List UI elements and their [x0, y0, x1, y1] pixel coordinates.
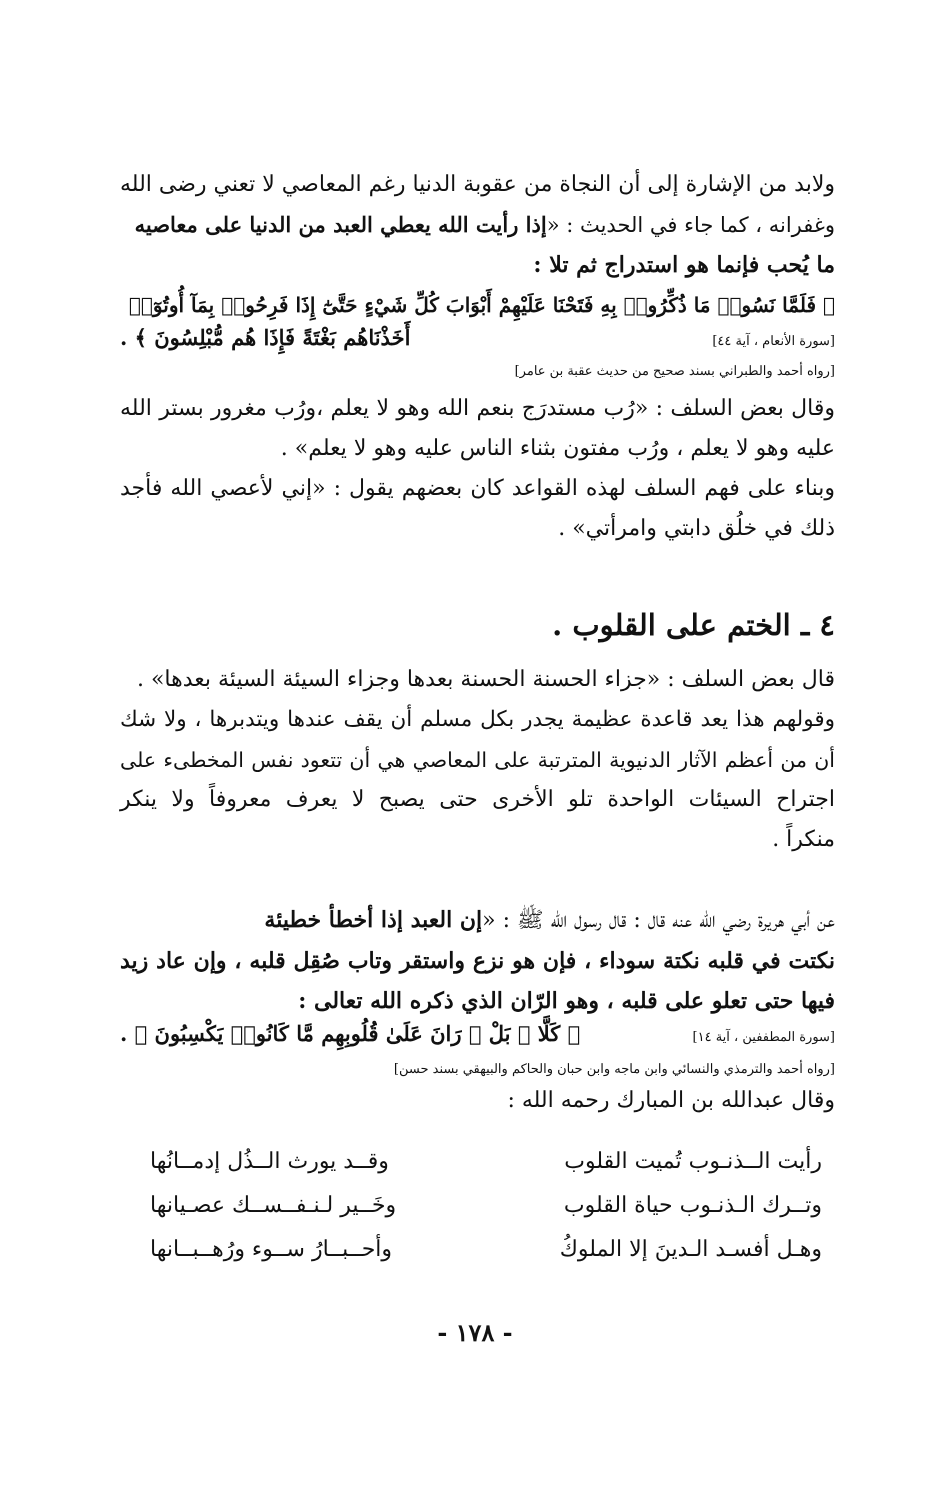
- text-line: ذلك في خلُق دابتي وامرأتي» .: [558, 516, 835, 541]
- text-line: أن من أعظم الآثار الدنيوية المترتبة على المعاصي هي أن تتعود نفس المخطىء على: [120, 748, 835, 772]
- text-line: [120, 205, 835, 245]
- quran-verse: ﴿ كَلَّا ۖ بَلْ ۜ رَانَ عَلَىٰ قُلُوبِهِم مَّا كَانُوا۟ يَكْسِبُونَ ﴾ .: [120, 1021, 581, 1046]
- poem-hemistich-left: وأحــبــارُ ســوء ورُهــبــانها: [150, 1237, 393, 1262]
- poem-hemistich-left: وقــد يورث الــذُل إدمــانُها: [150, 1149, 389, 1174]
- verse-reference: [سورة الأنعام ، آية ٤٤]: [712, 334, 835, 349]
- poem-hemistich-right: وتــرك الـذنـوب حياة القلوب: [563, 1193, 822, 1218]
- verse-row: [120, 325, 835, 361]
- text-line: قال بعض السلف : «جزاء الحسنة الحسنة بعدها وجزاء السيئة السيئة بعدها» .: [136, 667, 835, 692]
- quran-verse: أَخَذْنَاهُم بَغْتَةً فَإِذَا هُم مُّبْلِسُونَ ﴾ .: [120, 325, 411, 350]
- poem-verse: [150, 1140, 822, 1184]
- hadith-text: ما يُحب فإنما هو استدراج ثم تلا :: [533, 252, 835, 278]
- text-line: وقولهم هذا يعد قاعدة عظيمة يجدر بكل مسلم أن يقف عندها ويتدبرها ، ولا شك: [120, 707, 835, 732]
- text-line: [120, 900, 835, 941]
- poem: [150, 1140, 822, 1272]
- text-line: وبناء على فهم السلف لهذه القواعد كان بعضهم يقول : «إني لأعصي الله فأجد: [120, 476, 835, 501]
- poem-hemistich-right: رأيت الــذنـوب تُميت القلوب: [564, 1149, 822, 1174]
- section4-paragraph: [120, 660, 835, 860]
- text-line: وقال عبدالله بن المبارك رحمه الله :: [507, 1088, 835, 1113]
- poem-verse: [150, 1184, 822, 1228]
- poem-verse: [150, 1228, 822, 1272]
- text-normal: وغفرانه ، كما جاء في الحديث : «: [546, 213, 835, 237]
- hadith-text: إن العبد إذا أخطأ خطيئة: [264, 907, 483, 933]
- quran-verse: ﴿ فَلَمَّا نَسُوا۟ مَا ذُكِّرُوا۟ بِهِ فَتَحْنَا عَلَيْهِمْ أَبْوَابَ كُلِّ شَيْءٍ حَتَّىٰٓ إِذَا فَرِحُوا۟ بِمَآ أُوتُوٓا۟: [128, 293, 835, 317]
- poem-hemistich-left: وخَــير لـنـفــســك عصـيانها: [150, 1193, 397, 1218]
- verse-row: [120, 1021, 835, 1059]
- text-line: وقال بعض السلف : «رُب مستدرَج بنعم الله وهو لا يعلم ،ورُب مغرور بستر الله: [120, 396, 835, 421]
- hadith-text: نكتت في قلبه نكتة سوداء ، فإن هو نزع واستقر وتاب صُقِل قلبه ، وإن عاد زيد: [120, 948, 835, 974]
- verse-reference: [سورة المطففين ، آية ١٤]: [692, 1030, 835, 1045]
- text-line: ولابد من الإشارة إلى أن النجاة من عقوبة الدنيا رغم المعاصي لا تعني رضى الله: [120, 172, 835, 197]
- text-normal: عن أبي هريرة رضي الله عنه قال : قال رسول الله ﷺ : «: [482, 908, 835, 933]
- section-heading: ٤ ـ الختم على القلوب .: [552, 608, 835, 642]
- hadith-source: [رواه أحمد والطبراني بسند صحيح من حديث عقبة بن عامر]: [514, 364, 835, 379]
- text-line: عليه وهو لا يعلم ، ورُب مفتون بثناء الناس عليه وهو لا يعلم» .: [280, 436, 835, 461]
- hadith-source: [رواه أحمد والترمذي والنسائي وابن ماجه وابن حبان والحاكم والبيهقي بسند حسن]: [393, 1062, 835, 1077]
- intro-paragraph: [120, 165, 835, 549]
- hadith-text: إذا رأيت الله يعطي العبد من الدنيا على معاصيه: [134, 212, 547, 237]
- poem-hemistich-right: وهـل أفسـد الـدينَ إلا الملوكُ: [559, 1237, 822, 1262]
- page-number: - ١٧٨ -: [437, 1318, 513, 1347]
- text-line: اجتراح السيئات الواحدة تلو الأخرى حتى يصبح لا يعرف معروفاً ولا ينكر: [120, 787, 835, 812]
- hadith-paragraph: [120, 900, 835, 1121]
- hadith-text: فيها حتى تعلو على قلبه ، وهو الرّان الذي ذكره الله تعالى :: [298, 988, 835, 1014]
- text-line: منكراً .: [772, 827, 835, 852]
